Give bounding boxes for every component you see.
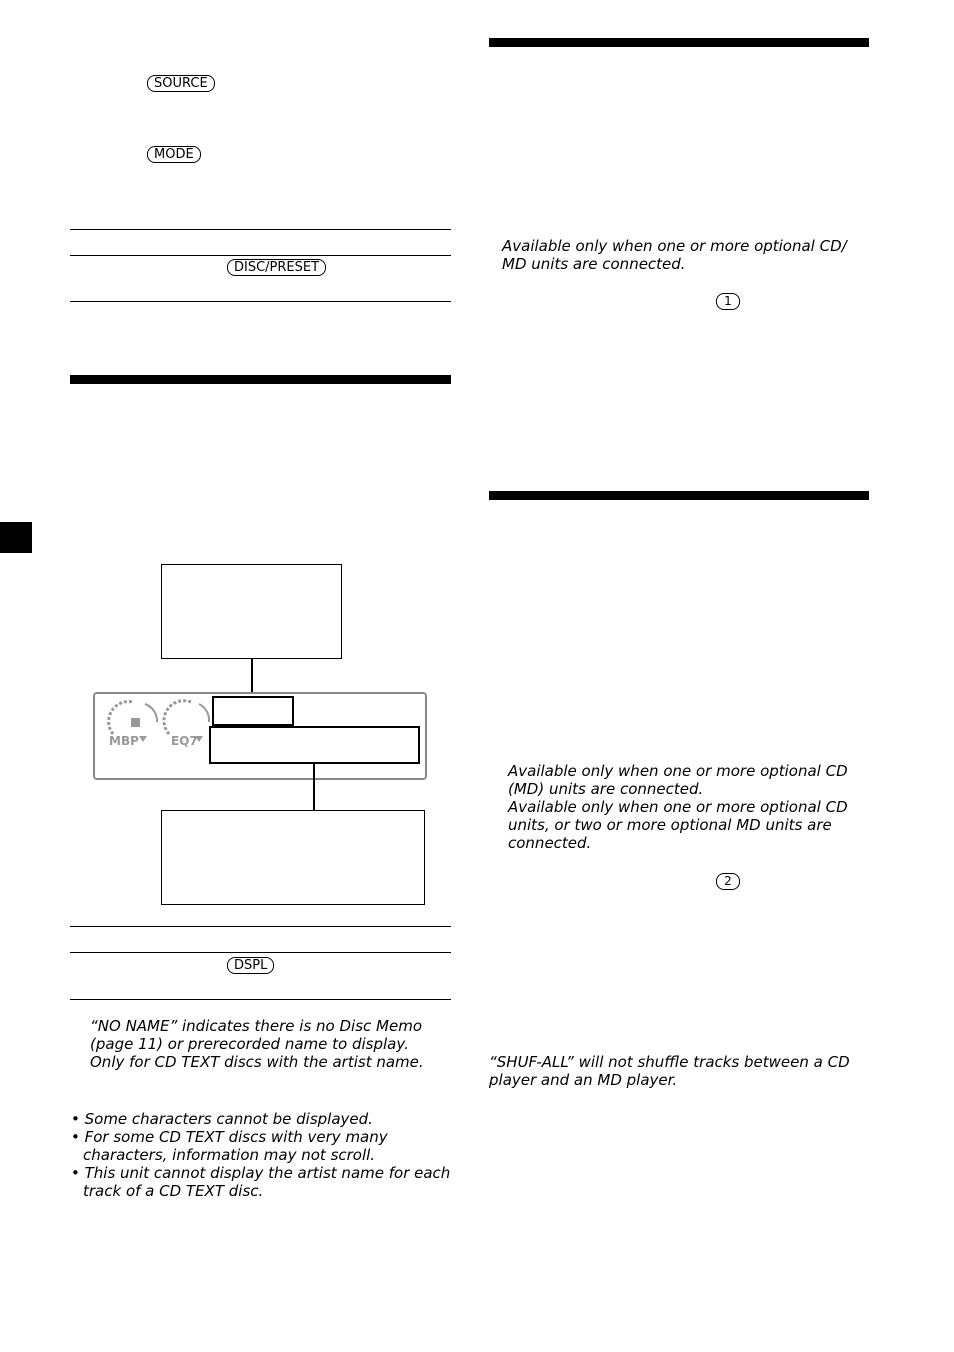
list-item: • For some CD TEXT discs with very many characters, information may not scroll. xyxy=(71,1128,388,1164)
disc-preset-key: DISC/PRESET xyxy=(227,259,326,276)
circled-two: 2 xyxy=(716,873,740,890)
notes-list xyxy=(71,1110,451,1200)
table2-rule-bottom xyxy=(70,999,451,1000)
cd-md-one-note: Available only when one or more optional CD (MD) units are connected. xyxy=(508,762,848,798)
no-name-note: “NO NAME” indicates there is no Disc Memo (page 11) or prerecorded name to display. xyxy=(90,1017,422,1053)
cd-md-units-note: Available only when one or more optional CD/ MD units are connected. xyxy=(502,237,847,273)
source-key: SOURCE xyxy=(147,75,215,92)
page-side-tab xyxy=(0,522,32,553)
table2-rule-mid xyxy=(70,952,451,953)
mbp-icon: MBP xyxy=(109,734,139,748)
section-heading-bar xyxy=(70,375,451,384)
lcd-main-segment xyxy=(209,726,420,764)
table-rule-mid xyxy=(70,255,451,256)
eq7-icon: EQ7 xyxy=(171,734,198,748)
callout-box-bottom xyxy=(161,810,425,905)
cd-text-artist-note: Only for CD TEXT discs with the artist name. xyxy=(90,1053,424,1071)
table2-rule-top xyxy=(70,926,451,927)
lcd-small-segment xyxy=(212,696,294,726)
callout-line-bottom xyxy=(313,762,315,810)
table-rule-top xyxy=(70,229,451,230)
list-item: • This unit cannot display the artist name for each track of a CD TEXT disc. xyxy=(71,1164,451,1200)
shuf-all-note: “SHUF-ALL” will not shuffle tracks between a CD player and an MD player. xyxy=(489,1053,850,1089)
table-rule-bottom xyxy=(70,301,451,302)
section-heading-bar-right-bottom xyxy=(489,491,869,500)
mode-key: MODE xyxy=(147,146,201,163)
lcd-display-panel xyxy=(93,692,427,780)
cd-md-two-note: Available only when one or more optional CD units, or two or more optional MD units are connected. xyxy=(508,798,848,852)
circled-one: 1 xyxy=(716,293,740,310)
dspl-key: DSPL xyxy=(227,957,274,974)
callout-box-top xyxy=(161,564,342,659)
section-heading-bar-right-top xyxy=(489,38,869,47)
callout-line-top xyxy=(251,658,253,693)
list-item: • Some characters cannot be displayed. xyxy=(71,1110,373,1128)
